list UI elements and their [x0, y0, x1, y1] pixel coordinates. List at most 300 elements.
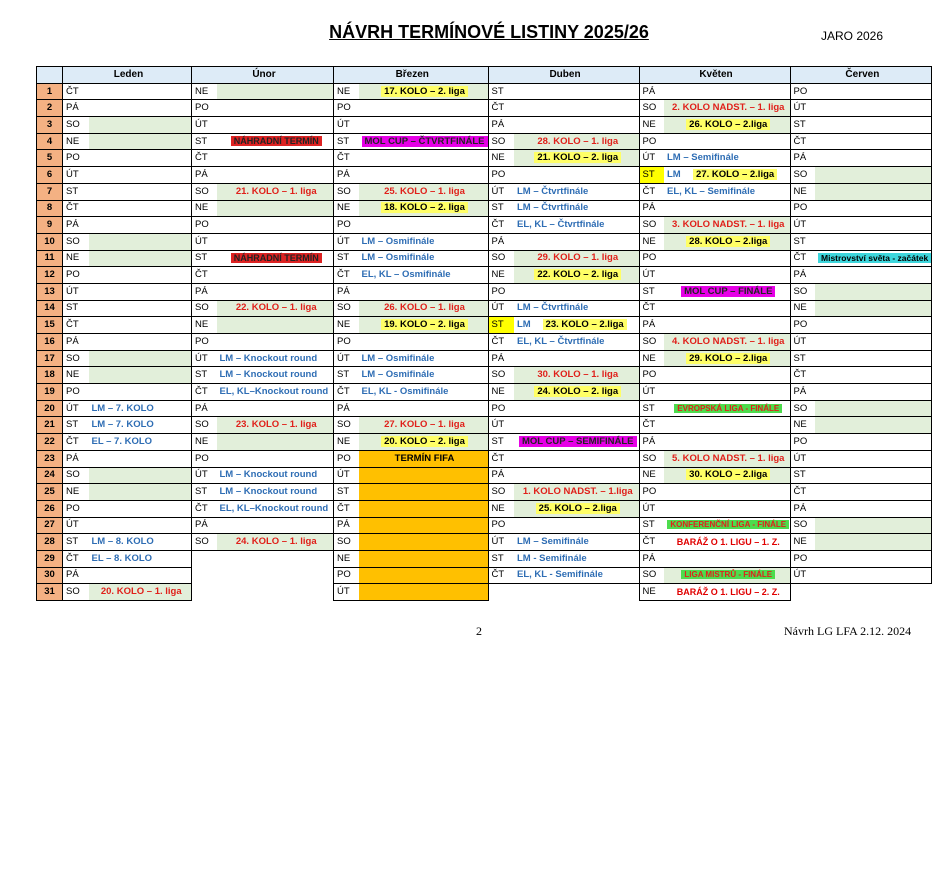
month-header: Leden: [63, 67, 192, 84]
table-row: [37, 200, 932, 217]
weekday-cell: NE: [192, 200, 217, 217]
day-number: 1: [37, 83, 63, 100]
weekday-cell: ČT: [488, 567, 514, 584]
event-cell: [89, 367, 192, 384]
weekday-cell: SO: [790, 167, 815, 184]
event-cell: [815, 317, 932, 334]
event-cell: [664, 434, 790, 451]
event-cell: LM – Knockout round: [217, 467, 334, 484]
weekday-cell: ČT: [192, 384, 217, 401]
event-cell: [664, 117, 790, 134]
event-cell: [359, 434, 489, 451]
event-cell: LM - Semifinále: [514, 550, 639, 567]
event-cell: [664, 233, 790, 250]
month-header: Březen: [334, 67, 489, 84]
weekday-cell: ST: [488, 550, 514, 567]
weekday-cell: NE: [639, 117, 664, 134]
weekday-cell: PO: [192, 450, 217, 467]
weekday-cell: ST: [488, 317, 514, 334]
weekday-cell: ST: [192, 250, 217, 267]
table-row: [37, 317, 932, 334]
event-cell: [664, 384, 790, 401]
weekday-cell: ČT: [639, 417, 664, 434]
weekday-cell: ÚT: [790, 334, 815, 351]
event-label: MOL CUP – FINÁLE: [681, 286, 775, 297]
weekday-cell: NE: [639, 467, 664, 484]
weekday-cell: ÚT: [63, 517, 89, 534]
event-cell: [815, 150, 932, 167]
event-cell: EL, KL–Knockout round: [217, 500, 334, 517]
table-row: [37, 217, 932, 234]
event-cell: [359, 83, 489, 100]
event-cell: [815, 200, 932, 217]
event-cell: [664, 250, 790, 267]
weekday-cell: ÚT: [639, 500, 664, 517]
weekday-cell: PO: [639, 484, 664, 501]
event-cell: EL – 8. KOLO: [89, 550, 192, 567]
weekday-cell: ST: [192, 484, 217, 501]
event-cell: [89, 250, 192, 267]
event-cell: [664, 534, 790, 551]
event-cell: 27. KOLO – 1. liga: [359, 417, 489, 434]
event-cell: [815, 167, 932, 184]
weekday-cell: PO: [192, 217, 217, 234]
event-cell: 21. KOLO – 1. liga: [217, 183, 334, 200]
event-label: 25. KOLO – 2.liga: [536, 503, 620, 514]
event-cell: [89, 300, 192, 317]
event-cell: [815, 534, 932, 551]
table-row: [37, 384, 932, 401]
event-cell: [217, 150, 334, 167]
weekday-cell: ČT: [192, 150, 217, 167]
event-cell: 20. KOLO – 1. liga: [89, 584, 192, 601]
event-cell: [664, 167, 790, 184]
weekday-cell: ST: [790, 117, 815, 134]
event-label: KONFERENČNÍ LIGA - FINÁLE: [667, 520, 789, 529]
weekday-cell: ÚT: [334, 584, 359, 601]
table-row: [37, 367, 932, 384]
day-number: 14: [37, 300, 63, 317]
empty-cell: [192, 550, 334, 567]
day-number: 8: [37, 200, 63, 217]
event-cell: [664, 400, 790, 417]
weekday-cell: ČT: [63, 83, 89, 100]
event-cell: EL, KL – Čtvrtfinále: [514, 217, 639, 234]
event-cell: [815, 217, 932, 234]
empty-cell: [192, 584, 334, 601]
weekday-cell: ČT: [488, 450, 514, 467]
weekday-cell: PO: [790, 434, 815, 451]
weekday-cell: PÁ: [334, 517, 359, 534]
event-cell: [514, 150, 639, 167]
weekday-cell: PÁ: [790, 150, 815, 167]
event-label: 30. KOLO – 2.liga: [686, 469, 770, 480]
weekday-cell: SO: [639, 334, 664, 351]
weekday-cell: ÚT: [63, 400, 89, 417]
weekday-cell: PÁ: [192, 517, 217, 534]
event-cell: LM – Čtvrtfinále: [514, 300, 639, 317]
event-cell: [217, 250, 334, 267]
weekday-cell: NE: [334, 200, 359, 217]
event-cell: [815, 467, 932, 484]
weekday-cell: SO: [790, 283, 815, 300]
event-cell: [89, 317, 192, 334]
event-cell: [217, 83, 334, 100]
event-cell: [359, 167, 489, 184]
weekday-cell: SO: [63, 350, 89, 367]
day-number: 3: [37, 117, 63, 134]
event-cell: [89, 183, 192, 200]
weekday-cell: ST: [334, 250, 359, 267]
weekday-cell: PÁ: [639, 317, 664, 334]
weekday-cell: ÚT: [63, 283, 89, 300]
event-cell: [815, 434, 932, 451]
weekday-cell: ČT: [63, 317, 89, 334]
event-cell: [815, 500, 932, 517]
day-number: 24: [37, 467, 63, 484]
weekday-cell: ST: [639, 517, 664, 534]
weekday-cell: PO: [639, 367, 664, 384]
event-cell: 3. KOLO NADST. – 1. liga: [664, 217, 790, 234]
weekday-cell: ČT: [334, 384, 359, 401]
table-row: [37, 150, 932, 167]
day-number: 7: [37, 183, 63, 200]
weekday-cell: NE: [63, 250, 89, 267]
event-cell: [815, 384, 932, 401]
event-label: 21. KOLO – 2. liga: [534, 152, 621, 163]
event-cell: [514, 317, 639, 334]
event-cell: [815, 350, 932, 367]
event-label: NÁHRADNÍ TERMÍN: [231, 253, 322, 263]
weekday-cell: PO: [639, 133, 664, 150]
weekday-cell: ÚT: [639, 384, 664, 401]
event-label: Mistrovství světa - začátek: [818, 253, 931, 263]
event-cell: [514, 384, 639, 401]
weekday-cell: ÚT: [192, 350, 217, 367]
header-corner: [37, 67, 63, 84]
event-cell: [217, 434, 334, 451]
event-cell: [359, 133, 489, 150]
event-cell: [89, 467, 192, 484]
event-cell: [514, 267, 639, 284]
event-cell: [815, 267, 932, 284]
weekday-cell: ČT: [334, 267, 359, 284]
weekday-cell: ST: [790, 233, 815, 250]
event-cell: [217, 317, 334, 334]
event-cell: [359, 500, 489, 517]
event-cell: [217, 100, 334, 117]
weekday-cell: ÚT: [790, 450, 815, 467]
weekday-cell: SO: [639, 217, 664, 234]
event-cell: [89, 384, 192, 401]
event-cell: [359, 534, 489, 551]
event-cell: LM – Čtvrtfinále: [514, 183, 639, 200]
day-number: 27: [37, 517, 63, 534]
event-cell: [359, 550, 489, 567]
day-number: 15: [37, 317, 63, 334]
event-cell: 26. KOLO – 1. liga: [359, 300, 489, 317]
weekday-cell: PÁ: [192, 400, 217, 417]
event-label: 23. KOLO – 2.liga: [543, 319, 627, 330]
weekday-cell: PO: [63, 500, 89, 517]
weekday-cell: ČT: [790, 133, 815, 150]
event-cell: [664, 350, 790, 367]
weekday-cell: ST: [639, 167, 664, 184]
event-cell: [514, 100, 639, 117]
event-cell: LM – Osmifinále: [359, 250, 489, 267]
weekday-cell: ČT: [488, 100, 514, 117]
weekday-cell: ÚT: [639, 267, 664, 284]
month-header: Květen: [639, 67, 790, 84]
weekday-cell: PO: [790, 200, 815, 217]
weekday-cell: PÁ: [790, 500, 815, 517]
weekday-cell: NE: [334, 550, 359, 567]
weekday-cell: ČT: [790, 367, 815, 384]
event-cell: [217, 267, 334, 284]
event-cell: [815, 233, 932, 250]
event-cell: 22. KOLO – 1. liga: [217, 300, 334, 317]
weekday-cell: PÁ: [639, 83, 664, 100]
event-cell: [89, 200, 192, 217]
event-cell: EL, KL – Osmifinále: [359, 267, 489, 284]
event-label: BARÁŽ O 1. LIGU – 1. Z.: [676, 536, 780, 547]
event-cell: EL, KL – Semifinále: [664, 183, 790, 200]
weekday-cell: ST: [488, 434, 514, 451]
weekday-cell: PO: [334, 100, 359, 117]
month-header: Duben: [488, 67, 639, 84]
event-cell: [514, 417, 639, 434]
event-cell: 1. KOLO NADST. – 1.liga: [514, 484, 639, 501]
event-cell: [359, 283, 489, 300]
event-cell: EL, KL - Osmifinále: [359, 384, 489, 401]
event-cell: [664, 200, 790, 217]
weekday-cell: NE: [488, 384, 514, 401]
weekday-cell: SO: [334, 417, 359, 434]
table-row: [37, 500, 932, 517]
event-cell: [815, 567, 932, 584]
event-cell: [514, 434, 639, 451]
weekday-cell: ÚT: [334, 350, 359, 367]
weekday-cell: SO: [488, 250, 514, 267]
weekday-cell: ÚT: [488, 417, 514, 434]
weekday-cell: ST: [334, 367, 359, 384]
event-label: LIGA MISTRŮ - FINÁLE: [681, 570, 775, 579]
weekday-cell: ÚT: [192, 117, 217, 134]
event-label: 20. KOLO – 2. liga: [381, 436, 468, 447]
day-number: 11: [37, 250, 63, 267]
table-row: [37, 584, 932, 601]
event-cell: [514, 350, 639, 367]
event-cell: [815, 283, 932, 300]
weekday-cell: PO: [334, 217, 359, 234]
day-number: 31: [37, 584, 63, 601]
event-cell: [359, 150, 489, 167]
event-cell: LM – Knockout round: [217, 367, 334, 384]
weekday-cell: PO: [488, 167, 514, 184]
weekday-cell: ST: [63, 534, 89, 551]
event-cell: [815, 367, 932, 384]
table-row: [37, 117, 932, 134]
weekday-cell: PÁ: [488, 350, 514, 367]
event-cell: [217, 517, 334, 534]
weekday-cell: NE: [192, 317, 217, 334]
weekday-cell: PO: [334, 334, 359, 351]
weekday-cell: ČT: [639, 534, 664, 551]
event-cell: [664, 467, 790, 484]
event-cell: [217, 334, 334, 351]
event-cell: [359, 400, 489, 417]
table-row: [37, 550, 932, 567]
event-cell: [89, 283, 192, 300]
weekday-cell: PO: [63, 267, 89, 284]
event-cell: [815, 250, 932, 267]
weekday-cell: NE: [790, 534, 815, 551]
event-label: 18. KOLO – 2. liga: [381, 202, 468, 213]
day-number: 23: [37, 450, 63, 467]
event-cell: EL, KL – Čtvrtfinále: [514, 334, 639, 351]
event-label: 28. KOLO – 2.liga: [686, 236, 770, 247]
day-number: 2: [37, 100, 63, 117]
event-cell: LM – Semifinále: [514, 534, 639, 551]
event-cell: LM – Semifinále: [664, 150, 790, 167]
event-cell: [514, 467, 639, 484]
weekday-cell: ÚT: [488, 183, 514, 200]
event-cell: EL, KL - Semifinále: [514, 567, 639, 584]
weekday-cell: SO: [488, 484, 514, 501]
event-cell: [815, 83, 932, 100]
weekday-cell: ST: [334, 133, 359, 150]
event-label: 24. KOLO – 2. liga: [534, 386, 621, 397]
day-number: 12: [37, 267, 63, 284]
weekday-cell: SO: [192, 417, 217, 434]
weekday-cell: NE: [63, 133, 89, 150]
event-cell: [514, 283, 639, 300]
event-label: 27. KOLO – 2.liga: [693, 169, 777, 180]
event-cell: [815, 300, 932, 317]
table-row: [37, 400, 932, 417]
table-row: [37, 183, 932, 200]
weekday-cell: ČT: [63, 550, 89, 567]
event-cell: 28. KOLO – 1. liga: [514, 133, 639, 150]
event-cell: 4. KOLO NADST. – 1. liga: [664, 334, 790, 351]
event-cell: [664, 83, 790, 100]
weekday-cell: PÁ: [639, 200, 664, 217]
document-title: NÁVRH TERMÍNOVÉ LISTINY 2025/26: [329, 22, 649, 42]
table-row: [37, 233, 932, 250]
season-label: JARO 2026: [821, 29, 884, 43]
weekday-cell: SO: [63, 117, 89, 134]
event-cell: [664, 517, 790, 534]
event-cell: TERMÍN FIFA: [359, 450, 489, 467]
weekday-cell: NE: [488, 267, 514, 284]
weekday-cell: PÁ: [334, 400, 359, 417]
weekday-cell: PO: [334, 567, 359, 584]
day-number: 17: [37, 350, 63, 367]
event-cell: [89, 167, 192, 184]
event-cell: [664, 417, 790, 434]
weekday-cell: ST: [63, 300, 89, 317]
weekday-cell: NE: [639, 584, 664, 601]
weekday-cell: ST: [790, 350, 815, 367]
table-row: [37, 133, 932, 150]
event-cell: [815, 400, 932, 417]
weekday-cell: SO: [488, 367, 514, 384]
day-number: 4: [37, 133, 63, 150]
event-cell: [815, 550, 932, 567]
event-cell: [217, 450, 334, 467]
event-cell: [514, 450, 639, 467]
event-cell: LM – 8. KOLO: [89, 534, 192, 551]
weekday-cell: ST: [790, 467, 815, 484]
event-cell: [89, 450, 192, 467]
day-number: 29: [37, 550, 63, 567]
event-cell: 25. KOLO – 1. liga: [359, 183, 489, 200]
weekday-cell: ČT: [790, 484, 815, 501]
weekday-cell: ÚT: [63, 167, 89, 184]
weekday-cell: ÚT: [334, 467, 359, 484]
weekday-cell: PÁ: [192, 167, 217, 184]
weekday-cell: NE: [334, 83, 359, 100]
event-cell: LM – Knockout round: [217, 484, 334, 501]
event-cell: [664, 367, 790, 384]
day-number: 19: [37, 384, 63, 401]
event-cell: [664, 133, 790, 150]
weekday-cell: PO: [790, 550, 815, 567]
weekday-cell: ÚT: [334, 117, 359, 134]
weekday-cell: PÁ: [63, 567, 89, 584]
table-row: [37, 434, 932, 451]
event-cell: [514, 500, 639, 517]
event-cell: [89, 484, 192, 501]
day-number: 20: [37, 400, 63, 417]
month-header: Únor: [192, 67, 334, 84]
event-cell: [89, 517, 192, 534]
event-label-prefix: LM: [667, 168, 681, 180]
event-cell: [217, 400, 334, 417]
weekday-cell: PO: [790, 83, 815, 100]
weekday-cell: SO: [192, 534, 217, 551]
weekday-cell: ÚT: [192, 467, 217, 484]
event-cell: [815, 183, 932, 200]
event-label-prefix: LM: [517, 319, 531, 331]
table-row: [37, 250, 932, 267]
empty-cell: [192, 567, 334, 584]
event-cell: [359, 567, 489, 584]
event-cell: [815, 450, 932, 467]
weekday-cell: PO: [63, 150, 89, 167]
event-cell: [359, 317, 489, 334]
event-cell: [664, 317, 790, 334]
event-cell: [514, 117, 639, 134]
event-cell: [89, 117, 192, 134]
table-row: [37, 300, 932, 317]
weekday-cell: NE: [639, 350, 664, 367]
weekday-cell: ČT: [639, 183, 664, 200]
event-label: BARÁŽ O 1. LIGU – 2. Z.: [676, 586, 780, 597]
event-cell: [664, 300, 790, 317]
table-row: [37, 334, 932, 351]
event-cell: [217, 200, 334, 217]
empty-cell: [488, 584, 639, 601]
weekday-cell: PÁ: [639, 434, 664, 451]
event-cell: [815, 334, 932, 351]
table-row: [37, 567, 932, 584]
weekday-cell: PÁ: [63, 100, 89, 117]
event-cell: [217, 133, 334, 150]
weekday-cell: SO: [63, 467, 89, 484]
event-cell: [359, 117, 489, 134]
event-cell: [217, 283, 334, 300]
